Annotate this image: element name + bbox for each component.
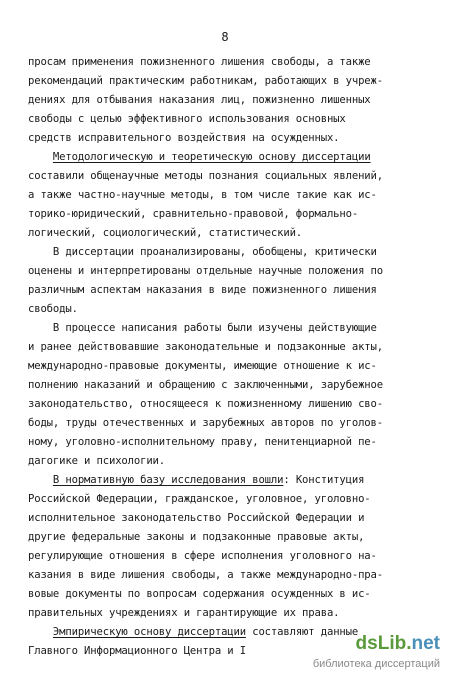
text-line: торико-юридический, сравнительно-правовой, формально- <box>28 208 359 220</box>
text-line: составили общенаучные методы познания социальных явлений, <box>28 170 383 182</box>
text-line: а также частно-научные методы, в том числе такие как ис- <box>28 189 377 201</box>
text-line: казания в виде лишения свободы, а также международно-пра- <box>28 569 383 581</box>
text-line: вовые документы по вопросам содержания осужденных в ис- <box>28 588 371 600</box>
text-line: свободы. <box>28 303 78 315</box>
logo-net-text: net <box>411 633 440 654</box>
text-line: Главного Информационного Центра и I <box>28 645 246 657</box>
text-line: В процессе написания работы были изучены действующие <box>28 322 377 334</box>
text-line: регулирующие отношения в сфере исполнения уголовного на- <box>28 550 377 562</box>
text-line: дагогике и психологии. <box>28 455 166 467</box>
text-line: В диссертации проанализированы, обобщены, критически <box>28 246 377 258</box>
text-line: и ранее действовавшие законодательные и подзаконные акты, <box>28 341 383 353</box>
text-line: международно-правовые документы, имеющие отношение к ис- <box>28 360 377 372</box>
text-line: рекомендаций практическим работникам, работающих в учреж- <box>28 75 383 87</box>
text-line: другие федеральные законы и подзаконные правовые акты, <box>28 531 365 543</box>
text-line: различным аспектам наказания в виде пожизненного лишения <box>28 284 377 296</box>
text-line: полнению наказаний и обращению с заключенными, зарубежное <box>28 379 383 391</box>
text-line: дениях для отбывания наказания лиц, пожизненно лишенных <box>28 94 371 106</box>
text-line: средств исправительного воздействия на осужденных. <box>28 132 340 144</box>
site-watermark[interactable] <box>300 633 440 677</box>
underlined-heading: Эмпирическую основу диссертации <box>52 626 246 638</box>
text-line: Российской Федерации, гражданское, уголовное, уголовно- <box>28 493 371 505</box>
text-line: ному, уголовно-исполнительному праву, пенитенциарной пе- <box>28 436 377 448</box>
text-line: законодательство, относящееся к пожизненному лишению сво- <box>28 398 383 410</box>
text-line: оценены и интерпретированы отдельные научные положения по <box>28 265 383 277</box>
text-line: свободы с целью эффективного использования основных <box>28 113 346 125</box>
text-line <box>28 474 424 486</box>
text-line: логический, социологический, статистический. <box>28 227 303 239</box>
text-fragment: : Конституция <box>283 474 365 486</box>
text-line: боды, труды отечественных и зарубежных авторов по уголов- <box>28 417 383 429</box>
text-line: правительных учреждениях и гарантирующие их права. <box>28 607 340 619</box>
underlined-heading: Методологическую и теоретическую основу диссертации <box>52 151 371 163</box>
underlined-heading: В нормативную базу исследования вошли <box>52 474 284 486</box>
text-fragment: составляют данные <box>246 626 359 638</box>
watermark-subtitle: библиотека диссертаций <box>312 658 440 670</box>
page-number: 8 <box>221 30 229 44</box>
text-line: исполнительное законодательство Российской Федерации и <box>28 512 365 524</box>
text-line <box>28 151 424 163</box>
text-line: просам применения пожизненного лишения свободы, а также <box>28 56 371 68</box>
dslib-logo <box>356 633 440 655</box>
logo-text: dsLib. <box>355 633 412 654</box>
